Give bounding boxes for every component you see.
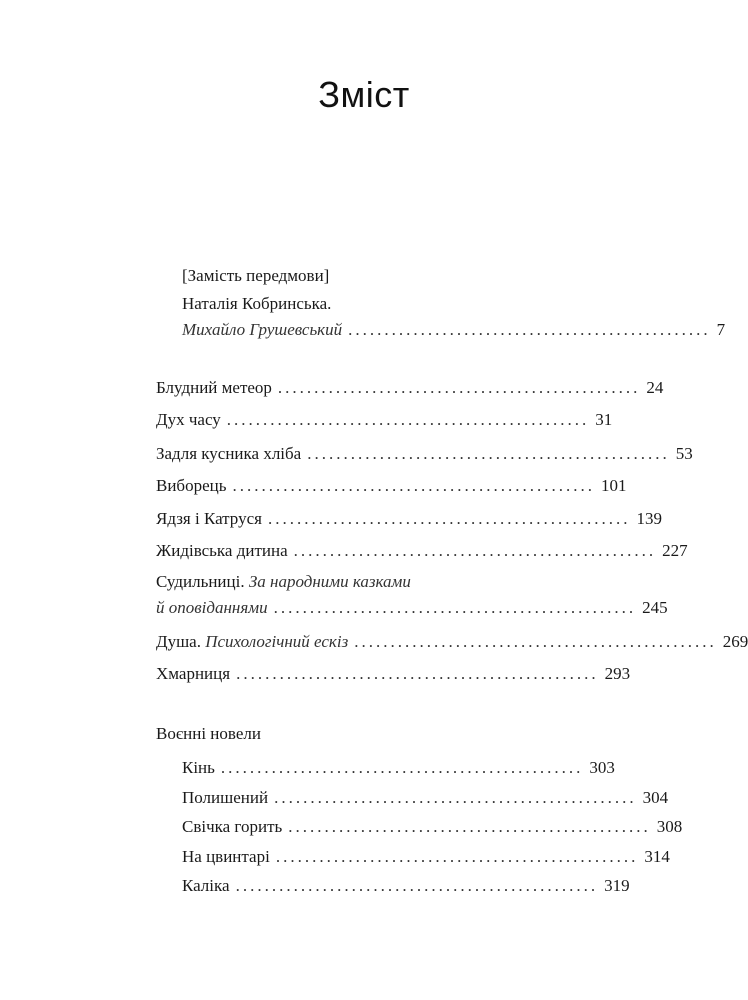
toc-subentry[interactable] (182, 815, 683, 839)
entry-title: Каліка (182, 876, 230, 895)
toc-entry[interactable] (156, 662, 631, 686)
entry-title: Задля кусника хліба (156, 444, 302, 463)
leader-dots: .................................................. (235, 876, 599, 895)
toc-entry[interactable] (156, 507, 662, 531)
entry-title: Кінь (182, 758, 215, 777)
intro-line-3: Михайло Грушевський (182, 320, 343, 339)
entry-title: Жидівська дитина (156, 541, 288, 560)
entry-title-group (156, 630, 348, 654)
page-number: 314 (644, 847, 670, 866)
entry-title: Судильниці. (156, 572, 245, 591)
entry-title: Дух часу (156, 410, 221, 429)
entry-title: Душа. (156, 632, 201, 651)
page-number: 308 (656, 817, 683, 836)
leader-dots: .................................................. (232, 476, 595, 495)
page-number: 139 (636, 509, 662, 528)
intro-line-2: Наталія Кобринська. (182, 294, 332, 313)
toc-entry[interactable] (156, 442, 693, 466)
page-number: 101 (600, 476, 627, 495)
entry-subtitle: За народними казками (248, 572, 411, 591)
toc-subentry[interactable] (182, 874, 630, 898)
toc-entry[interactable] (156, 474, 627, 498)
toc-entry[interactable] (156, 539, 688, 563)
toc-entry[interactable] (156, 376, 664, 400)
entry-title: Свічка горить (182, 817, 283, 836)
leader-dots: .................................................. (273, 598, 637, 617)
toc-subentry[interactable] (182, 845, 670, 869)
section-title: Воєнні новели (156, 724, 261, 743)
leader-dots: .................................................. (275, 847, 639, 866)
toc-subentry[interactable] (182, 756, 615, 780)
intro-line-1: [Замість передмови] (182, 266, 330, 285)
entry-title: Ядзя і Катруся (156, 509, 262, 528)
leader-dots: .................................................. (277, 378, 641, 397)
page-number: 303 (589, 758, 615, 777)
toc-entry[interactable] (156, 408, 613, 432)
entry-title: На цвинтарі (182, 847, 270, 866)
page-number: 319 (604, 876, 630, 895)
page-number: 293 (604, 664, 631, 683)
entry-subtitle: й оповіданнями (156, 598, 268, 617)
page-number: 304 (642, 788, 669, 807)
page-number: 269 (722, 632, 748, 651)
entry-title: Виборець (156, 476, 227, 495)
leader-dots: .................................................. (348, 320, 711, 339)
page-number: 7 (716, 320, 726, 339)
entry-title: Полишений (182, 788, 269, 807)
leader-dots: .................................................. (274, 788, 637, 807)
page-number: 53 (675, 444, 693, 463)
entry-title: Блудний метеор (156, 378, 272, 397)
page-title: Зміст (318, 74, 410, 115)
page-number: 227 (662, 541, 688, 560)
leader-dots: .................................................. (293, 541, 657, 560)
leader-dots: .................................................. (236, 664, 599, 683)
leader-dots: .................................................. (307, 444, 670, 463)
toc-entry[interactable] (156, 630, 748, 654)
toc-entry-intro[interactable] (182, 318, 726, 342)
page-number: 31 (595, 410, 613, 429)
leader-dots: .................................................. (267, 509, 631, 528)
entry-title: Хмарниця (156, 664, 231, 683)
entry-subtitle: Психологічний ескіз (205, 632, 349, 651)
page-number: 24 (646, 378, 664, 397)
leader-dots: .................................................. (354, 632, 717, 651)
page-number: 245 (642, 598, 668, 617)
toc-entry[interactable] (156, 596, 668, 620)
leader-dots: .................................................. (226, 410, 590, 429)
toc-entry-title-line (156, 570, 411, 594)
leader-dots: .................................................. (220, 758, 584, 777)
toc-subentry[interactable] (182, 786, 669, 810)
leader-dots: .................................................. (288, 817, 651, 836)
